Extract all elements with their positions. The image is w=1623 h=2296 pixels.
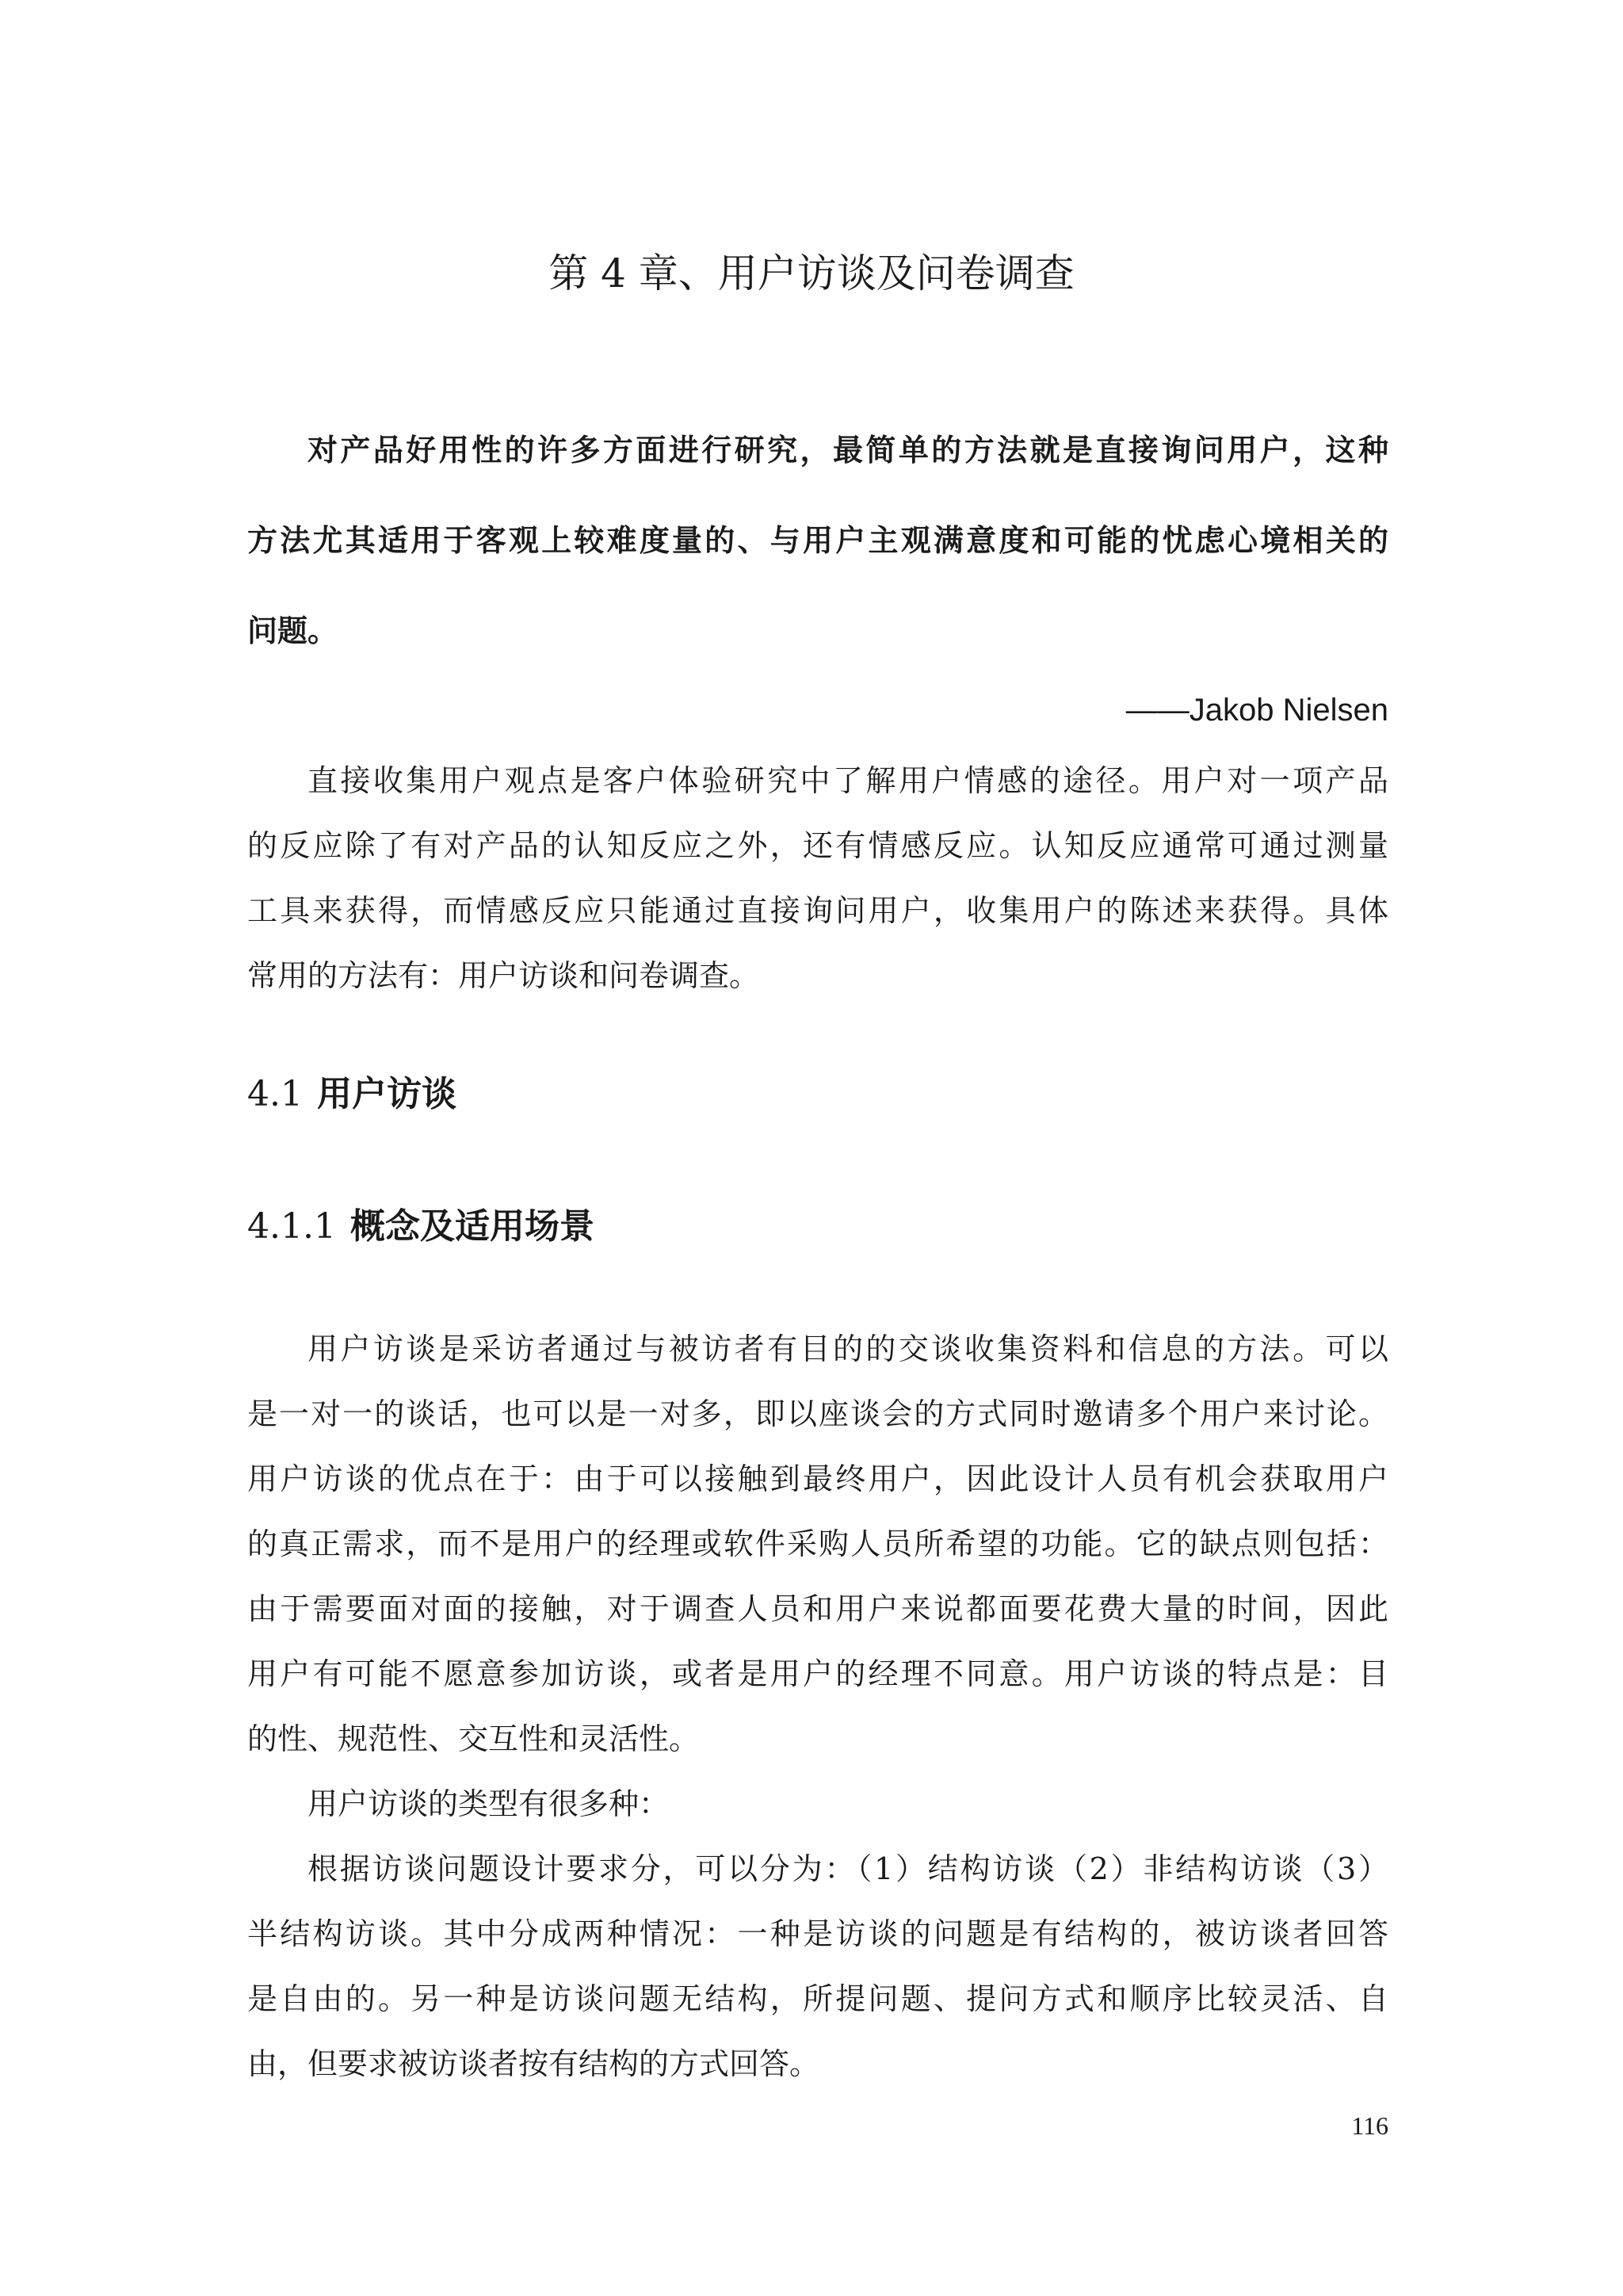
- epigraph-line: 问题。: [247, 613, 338, 648]
- epigraph-line: 对产品好用性的许多方面进行研究，最简单的方法就是直接询问用户，这种: [307, 433, 1388, 468]
- epigraph-quote: [247, 420, 1388, 691]
- body-paragraph-1: [247, 1325, 1388, 1780]
- intro-paragraph: [247, 757, 1388, 1017]
- section-heading-4-1: [247, 1071, 456, 1118]
- text-line: 直接收集用户观点是客户体验研究中了解用户情感的途径。用户对一项产品: [307, 763, 1388, 798]
- section-heading-4-1-1: [247, 1203, 594, 1251]
- text-line: 用户访谈的优点在于：由于可以接触到最终用户，因此设计人员有机会获取用户: [247, 1461, 1388, 1496]
- text-line: 的真正需求，而不是用户的经理或软件采购人员所希望的功能。它的缺点则包括：: [247, 1526, 1388, 1561]
- body-paragraph-2: [247, 1780, 1388, 1845]
- section-title: 概念及适用场景: [349, 1206, 594, 1247]
- page-number: 116: [1351, 2111, 1388, 2140]
- text-line: 工具来获得，而情感反应只能通过直接询问用户，收集用户的陈述来获得。具体: [247, 893, 1388, 928]
- epigraph-line: 方法尤其适用于客观上较难度量的、与用户主观满意度和可能的忧虑心境相关的: [247, 523, 1388, 558]
- text-line: 根据访谈问题设计要求分，可以分为：（1）结构访谈（2）非结构访谈（3）: [307, 1851, 1388, 1886]
- text-line: 是一对一的谈话，也可以是一对多，即以座谈会的方式同时邀请多个用户来讨论。: [247, 1396, 1388, 1431]
- epigraph-attribution: ——Jakob Nielsen: [1125, 693, 1388, 728]
- text-line: 的性、规范性、交互性和灵活性。: [247, 1721, 700, 1756]
- body-paragraph-3: [247, 1845, 1388, 2105]
- text-line: 用户访谈是采访者通过与被访者有目的的交谈收集资料和信息的方法。可以: [307, 1331, 1388, 1366]
- text-line: 用户有可能不愿意参加访谈，或者是用户的经理不同意。用户访谈的特点是：目: [247, 1656, 1388, 1691]
- text-line: 常用的方法有：用户访谈和问卷调查。: [247, 958, 760, 993]
- text-line: 由，但要求被访谈者按有结构的方式回答。: [247, 2046, 820, 2081]
- section-title: 用户访谈: [316, 1074, 456, 1114]
- text-line: 用户访谈的类型有很多种：: [307, 1786, 670, 1821]
- chapter-title: 第 4 章、用户访谈及问卷调查: [548, 250, 1075, 296]
- text-line: 由于需要面对面的接触，对于调查人员和用户来说都面要花费大量的时间，因此: [247, 1591, 1388, 1626]
- section-number: 4.1.1: [247, 1206, 336, 1247]
- text-line: 的反应除了有对产品的认知反应之外，还有情感反应。认知反应通常可通过测量: [247, 828, 1388, 863]
- section-number: 4.1: [247, 1074, 303, 1114]
- text-line: 半结构访谈。其中分成两种情况：一种是访谈的问题是有结构的，被访谈者回答: [247, 1916, 1388, 1951]
- text-line: 是自由的。另一种是访谈问题无结构，所提问题、提问方式和顺序比较灵活、自: [247, 1981, 1388, 2016]
